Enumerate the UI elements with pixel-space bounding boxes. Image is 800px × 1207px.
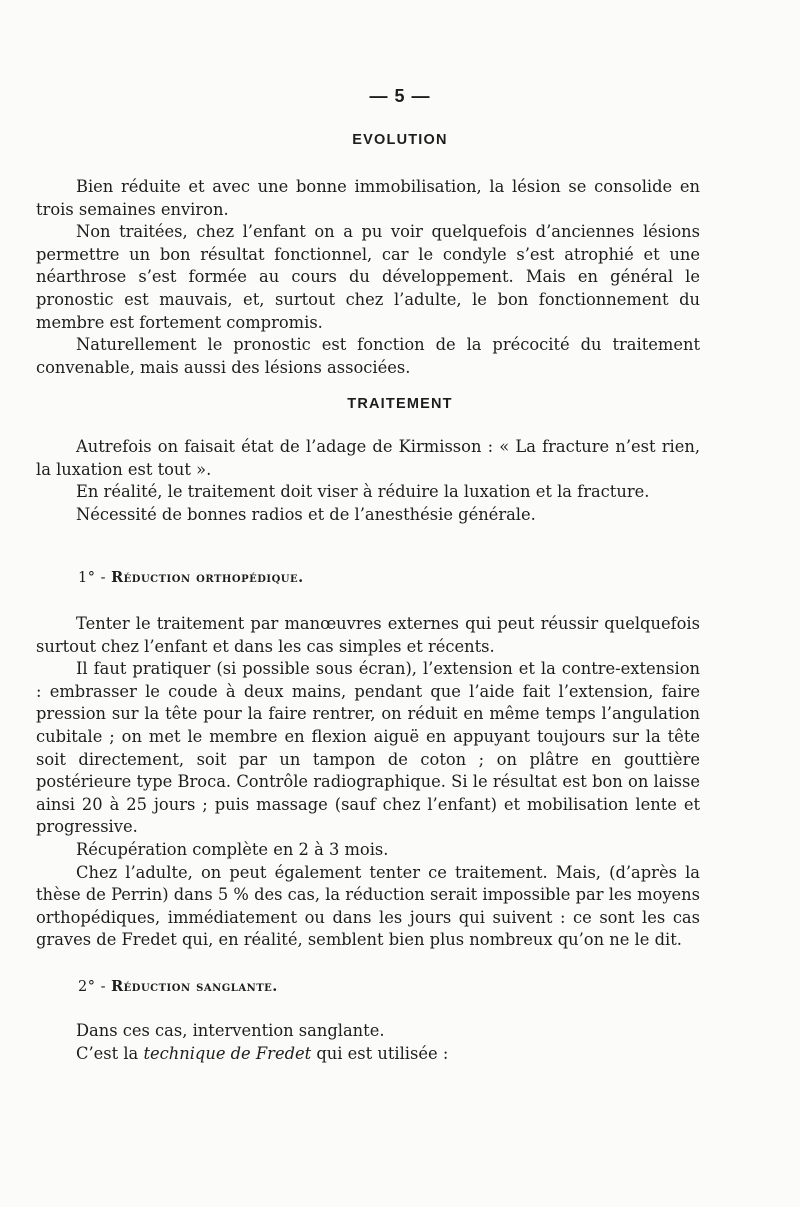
paragraph: Dans ces cas, intervention sanglante.: [76, 1021, 385, 1040]
paragraph: Nécessité de bonnes radios et de l’anesthésie générale.: [76, 504, 536, 524]
paragraph: Non traitées, chez l’enfant on a pu voir quelquefois d’anciennes lésions permettre un bon résultat fonctionnel, car le condyle s’est atrophié et une néarthrose s’est formée au cours du développement. Mais en général le pronostic est mauvais, et, surtout chez l’adulte, le bon fonctionnement du membre est fortement compromis.: [36, 222, 700, 332]
paragraph: En réalité, le traitement doit viser à réduire la luxation et la fracture.: [76, 482, 650, 502]
text-run: C’est la: [76, 1043, 144, 1063]
subsection-number: 1° -: [78, 570, 106, 586]
paragraph: Chez l’adulte, on peut également tenter ce traitement. Mais, (d’après la thèse de Perrin) dans 5 % des cas, la réduction serait impossible par les moyens orthopédiques, immédiatement ou dans les jours qui suivent : ce sont les cas graves de Fredet qui, en réalité, semblent bien plus nombreux qu’on ne le dit.: [36, 862, 700, 950]
italic-term: technique de Fredet: [143, 1043, 312, 1063]
traitement-body: [36, 436, 700, 526]
paragraph: Récupération complète en 2 à 3 mois.: [76, 839, 389, 859]
paragraph: Naturellement le pronostic est fonction de la précocité du traitement convenable, mais aussi des lésions associées.: [36, 335, 700, 377]
subsection-label: Réduction sanglante.: [111, 978, 278, 995]
evolution-body: [36, 176, 700, 379]
subsection-number: 2° -: [78, 979, 106, 995]
paragraph: Il faut pratiquer (si possible sous écran), l’extension et la contre-extension : embrasser le coude à deux mains, pendant que l’aide fait l’extension, faire pression sur la tête pour la faire rentrer, on réduit en même temps l’angulation cubitale ; on met le membre en flexion aiguë en appuyant toujours sur la tête soit directement, soit par un tampon de coton ; on plâtre en gouttière postérieure type Broca. Contrôle radiographique. Si le résultat est bon on laisse ainsi 20 à 25 jours ; puis massage (sauf chez l’enfant) et mobilisation lente et progressive.: [36, 659, 700, 837]
subsection-title-reduction-orthopedique: [78, 569, 304, 586]
reduction-orthopedique-body: [36, 613, 700, 952]
text-run: qui est utilisée :: [311, 1043, 449, 1063]
section-title-evolution: EVOLUTION: [352, 132, 448, 148]
paragraph: Autrefois on faisait état de l’adage de Kirmisson : « La fracture n’est rien, la luxation est tout ».: [36, 437, 700, 479]
section-title-traitement: TRAITEMENT: [347, 396, 453, 412]
paragraph: Bien réduite et avec une bonne immobilisation, la lésion se consolide en trois semaines environ.: [36, 177, 700, 219]
paragraph: Tenter le traitement par manœuvres externes qui peut réussir quelquefois surtout chez l’enfant et dans les cas simples et récents.: [36, 614, 700, 656]
subsection-title-reduction-sanglante: [78, 978, 278, 995]
subsection-label: Réduction orthopédique.: [111, 569, 304, 586]
page-number: — 5 —: [369, 86, 431, 106]
paragraph-last: [36, 1043, 700, 1066]
reduction-sanglante-body: [36, 1020, 700, 1065]
